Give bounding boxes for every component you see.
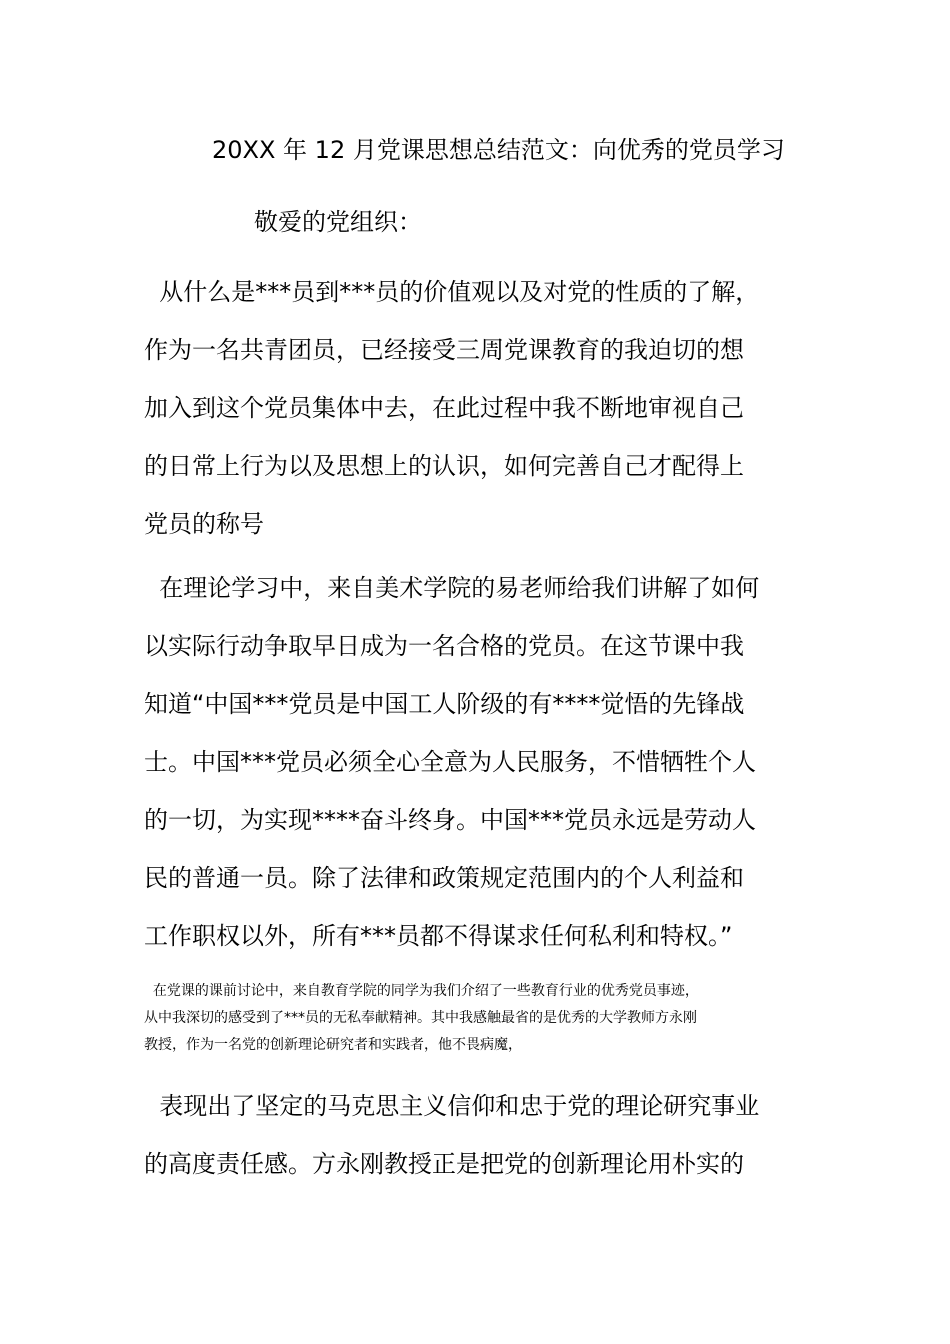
document-title: 20XX 年 12 月党课思想总结范文：向优秀的党员学习 [212,136,785,164]
paragraph-line: 工作职权以外，所有***员都不得谋求任何私利和特权。” [144,922,733,950]
paragraph-line: 民的普通一员。除了法律和政策规定范围内的个人利益和 [144,864,744,892]
paragraph-line: 知道“中国***党员是中国工人阶级的有****觉悟的先锋战 [144,690,745,718]
salutation: 敬爱的党组织： [254,208,422,236]
paragraph-1 [144,263,812,553]
paragraph-line: 在理论学习中，来自美术学院的易老师给我们讲解了如何 [144,574,760,602]
paragraph-line: 在党课的课前讨论中，来自教育学院的同学为我们介绍了一些教育行业的优秀党员事迹， [144,983,699,999]
paragraph-line: 表现出了坚定的马克思主义信仰和忠于党的理论研究事业 [144,1092,760,1120]
paragraph-line: 的高度责任感。方永刚教授正是把党的创新理论用朴实的 [144,1150,744,1178]
paragraph-line: 作为一名共青团员，已经接受三周党课教育的我迫切的想 [144,336,744,364]
paragraph-4 [144,1077,812,1193]
paragraph-line: 的日常上行为以及思想上的认识，如何完善自己才配得上 [144,452,744,480]
paragraph-line: 士。中国***党员必须全心全意为人民服务，不惜牺牲个人 [144,748,756,776]
paragraph-line: 加入到这个党员集体中去，在此过程中我不断地审视自己 [144,394,744,422]
paragraph-line: 的一切，为实现****奋斗终身。中国***党员永远是劳动人 [144,806,756,834]
paragraph-line: 从什么是***员到***员的价值观以及对党的性质的了解， [144,278,760,306]
paragraph-line: 教授，作为一名党的创新理论研究者和实践者，他不畏病魔， [144,1037,522,1053]
paragraph-line: 党员的称号 [144,510,264,538]
paragraph-3-small [144,978,812,1059]
paragraph-line: 从中我深切的感受到了***员的无私奉献精神。其中我感触最省的是优秀的大学教师方永刚 [144,1010,697,1026]
paragraph-line: 以实际行动争取早日成为一名合格的党员。在这节课中我 [144,632,744,660]
paragraph-2 [144,559,812,965]
